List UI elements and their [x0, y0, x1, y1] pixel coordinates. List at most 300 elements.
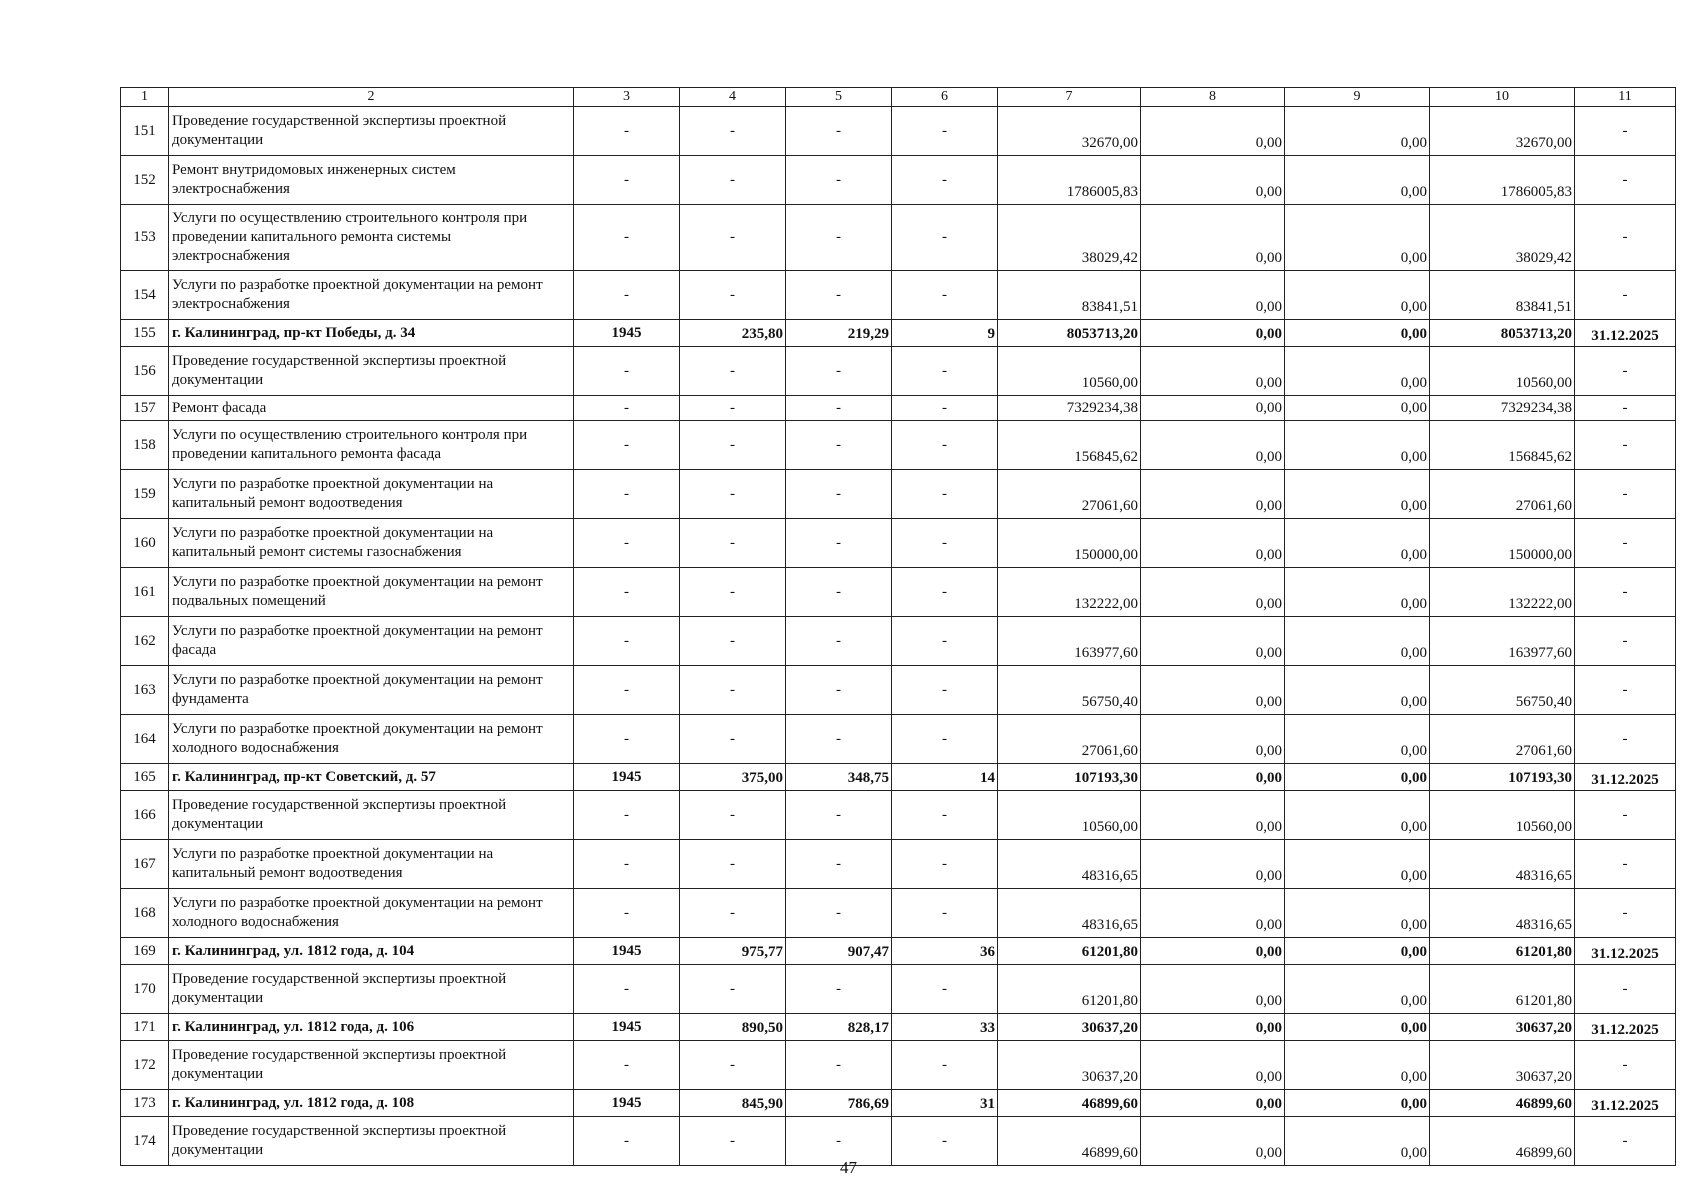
cost-col10-cell: 56750,40: [1430, 666, 1575, 715]
cost-total-cell: 107193,30: [998, 764, 1141, 791]
deadline-cell: -: [1575, 791, 1676, 840]
cost-col8-cell: 0,00: [1141, 965, 1285, 1014]
cost-col9-cell: 0,00: [1285, 320, 1430, 347]
cost-col10-cell: 32670,00: [1430, 107, 1575, 156]
year-cell: -: [574, 791, 680, 840]
cost-col10-cell: 30637,20: [1430, 1014, 1575, 1041]
area-living-cell: 219,29: [786, 320, 892, 347]
item-name: Услуги по разработке проектной документации на ремонт фасада: [169, 617, 574, 666]
area-total-cell: -: [680, 271, 786, 320]
cost-total-cell: 30637,20: [998, 1041, 1141, 1090]
year-cell: -: [574, 1117, 680, 1166]
deadline-cell: -: [1575, 519, 1676, 568]
row-number: 167: [121, 840, 169, 889]
residents-cell: -: [892, 347, 998, 396]
cost-col8-cell: 0,00: [1141, 396, 1285, 421]
work-row: [121, 107, 1676, 156]
area-living-cell: -: [786, 347, 892, 396]
row-number: 160: [121, 519, 169, 568]
header-cell: 9: [1285, 88, 1430, 107]
document-sheet: [120, 87, 1660, 1166]
cost-col8-cell: 0,00: [1141, 470, 1285, 519]
area-total-cell: 890,50: [680, 1014, 786, 1041]
item-name: Услуги по разработке проектной документации на ремонт холодного водоснабжения: [169, 889, 574, 938]
cost-col8-cell: 0,00: [1141, 1014, 1285, 1041]
cost-total-cell: 163977,60: [998, 617, 1141, 666]
cost-col8-cell: 0,00: [1141, 764, 1285, 791]
row-number: 153: [121, 205, 169, 271]
area-living-cell: -: [786, 156, 892, 205]
item-name: Услуги по разработке проектной документации на ремонт холодного водоснабжения: [169, 715, 574, 764]
year-cell: -: [574, 568, 680, 617]
year-cell: -: [574, 715, 680, 764]
residents-cell: -: [892, 889, 998, 938]
residents-cell: -: [892, 519, 998, 568]
cost-col9-cell: 0,00: [1285, 470, 1430, 519]
cost-col9-cell: 0,00: [1285, 1090, 1430, 1117]
deadline-cell: -: [1575, 1041, 1676, 1090]
row-number: 151: [121, 107, 169, 156]
row-number: 152: [121, 156, 169, 205]
cost-col9-cell: 0,00: [1285, 156, 1430, 205]
residents-cell: -: [892, 421, 998, 470]
area-living-cell: -: [786, 666, 892, 715]
item-name: Услуги по осуществлению строительного контроля при проведении капитального ремонта фасада: [169, 421, 574, 470]
area-living-cell: 828,17: [786, 1014, 892, 1041]
residents-cell: 14: [892, 764, 998, 791]
deadline-cell: -: [1575, 396, 1676, 421]
work-row: [121, 666, 1676, 715]
cost-col10-cell: 7329234,38: [1430, 396, 1575, 421]
header-cell: 10: [1430, 88, 1575, 107]
work-row: [121, 156, 1676, 205]
area-living-cell: -: [786, 840, 892, 889]
row-number: 154: [121, 271, 169, 320]
cost-col9-cell: 0,00: [1285, 938, 1430, 965]
area-total-cell: 235,80: [680, 320, 786, 347]
residents-cell: 31: [892, 1090, 998, 1117]
item-name: Проведение государственной экспертизы проектной документации: [169, 1117, 574, 1166]
cost-col8-cell: 0,00: [1141, 617, 1285, 666]
residents-cell: 9: [892, 320, 998, 347]
cost-total-cell: 48316,65: [998, 889, 1141, 938]
cost-col10-cell: 163977,60: [1430, 617, 1575, 666]
area-total-cell: 975,77: [680, 938, 786, 965]
year-cell: -: [574, 421, 680, 470]
cost-col9-cell: 0,00: [1285, 617, 1430, 666]
cost-col10-cell: 27061,60: [1430, 715, 1575, 764]
row-number: 164: [121, 715, 169, 764]
area-living-cell: -: [786, 1117, 892, 1166]
area-total-cell: -: [680, 889, 786, 938]
year-cell: -: [574, 271, 680, 320]
row-number: 155: [121, 320, 169, 347]
item-name: Услуги по осуществлению строительного контроля при проведении капитального ремонта системы электроснабжения: [169, 205, 574, 271]
area-total-cell: 845,90: [680, 1090, 786, 1117]
row-number: 170: [121, 965, 169, 1014]
cost-col8-cell: 0,00: [1141, 715, 1285, 764]
residents-cell: -: [892, 617, 998, 666]
item-name: Услуги по разработке проектной документации на ремонт фундамента: [169, 666, 574, 715]
deadline-cell: -: [1575, 617, 1676, 666]
year-cell: -: [574, 666, 680, 715]
cost-col9-cell: 0,00: [1285, 347, 1430, 396]
item-name: Услуги по разработке проектной документации на капитальный ремонт водоотведения: [169, 470, 574, 519]
year-cell: -: [574, 1041, 680, 1090]
deadline-cell: 31.12.2025: [1575, 764, 1676, 791]
cost-col10-cell: 10560,00: [1430, 791, 1575, 840]
area-living-cell: 907,47: [786, 938, 892, 965]
item-name: г. Калининград, ул. 1812 года, д. 104: [169, 938, 574, 965]
row-number: 171: [121, 1014, 169, 1041]
area-total-cell: -: [680, 568, 786, 617]
cost-total-cell: 1786005,83: [998, 156, 1141, 205]
year-cell: -: [574, 470, 680, 519]
cost-col8-cell: 0,00: [1141, 1090, 1285, 1117]
cost-col9-cell: 0,00: [1285, 666, 1430, 715]
cost-total-cell: 38029,42: [998, 205, 1141, 271]
cost-total-cell: 132222,00: [998, 568, 1141, 617]
address-row: [121, 1090, 1676, 1117]
area-total-cell: -: [680, 156, 786, 205]
item-name: Проведение государственной экспертизы проектной документации: [169, 965, 574, 1014]
cost-total-cell: 10560,00: [998, 347, 1141, 396]
area-total-cell: -: [680, 715, 786, 764]
work-row: [121, 1041, 1676, 1090]
area-living-cell: 348,75: [786, 764, 892, 791]
address-row: [121, 1014, 1676, 1041]
cost-total-cell: 10560,00: [998, 791, 1141, 840]
area-living-cell: -: [786, 396, 892, 421]
deadline-cell: -: [1575, 889, 1676, 938]
area-total-cell: 375,00: [680, 764, 786, 791]
cost-total-cell: 30637,20: [998, 1014, 1141, 1041]
area-total-cell: -: [680, 965, 786, 1014]
header-cell: 7: [998, 88, 1141, 107]
header-cell: 11: [1575, 88, 1676, 107]
row-number: 172: [121, 1041, 169, 1090]
work-row: [121, 568, 1676, 617]
cost-col8-cell: 0,00: [1141, 320, 1285, 347]
residents-cell: -: [892, 470, 998, 519]
cost-total-cell: 56750,40: [998, 666, 1141, 715]
item-name: Ремонт фасада: [169, 396, 574, 421]
work-row: [121, 519, 1676, 568]
year-cell: 1945: [574, 938, 680, 965]
year-cell: -: [574, 156, 680, 205]
work-row: [121, 889, 1676, 938]
item-name: Услуги по разработке проектной документации на капитальный ремонт системы газоснабжения: [169, 519, 574, 568]
area-total-cell: -: [680, 1117, 786, 1166]
year-cell: -: [574, 889, 680, 938]
cost-col10-cell: 107193,30: [1430, 764, 1575, 791]
residents-cell: -: [892, 1041, 998, 1090]
cost-col10-cell: 61201,80: [1430, 965, 1575, 1014]
deadline-cell: 31.12.2025: [1575, 1014, 1676, 1041]
cost-col9-cell: 0,00: [1285, 271, 1430, 320]
deadline-cell: 31.12.2025: [1575, 320, 1676, 347]
cost-col10-cell: 150000,00: [1430, 519, 1575, 568]
work-row: [121, 396, 1676, 421]
cost-col10-cell: 132222,00: [1430, 568, 1575, 617]
residents-cell: -: [892, 156, 998, 205]
deadline-cell: -: [1575, 715, 1676, 764]
area-living-cell: -: [786, 715, 892, 764]
area-total-cell: -: [680, 840, 786, 889]
area-living-cell: -: [786, 965, 892, 1014]
year-cell: 1945: [574, 764, 680, 791]
deadline-cell: -: [1575, 107, 1676, 156]
header-cell: 5: [786, 88, 892, 107]
residents-cell: -: [892, 1117, 998, 1166]
area-total-cell: -: [680, 347, 786, 396]
area-total-cell: -: [680, 617, 786, 666]
area-total-cell: -: [680, 107, 786, 156]
row-number: 165: [121, 764, 169, 791]
cost-total-cell: 46899,60: [998, 1117, 1141, 1166]
cost-col9-cell: 0,00: [1285, 107, 1430, 156]
cost-col10-cell: 10560,00: [1430, 347, 1575, 396]
area-living-cell: -: [786, 421, 892, 470]
cost-col9-cell: 0,00: [1285, 396, 1430, 421]
year-cell: -: [574, 519, 680, 568]
cost-col9-cell: 0,00: [1285, 1014, 1430, 1041]
residents-cell: -: [892, 568, 998, 617]
cost-col10-cell: 38029,42: [1430, 205, 1575, 271]
cost-total-cell: 27061,60: [998, 470, 1141, 519]
cost-col10-cell: 46899,60: [1430, 1090, 1575, 1117]
cost-col10-cell: 48316,65: [1430, 889, 1575, 938]
cost-col8-cell: 0,00: [1141, 421, 1285, 470]
cost-col9-cell: 0,00: [1285, 568, 1430, 617]
cost-col9-cell: 0,00: [1285, 519, 1430, 568]
work-row: [121, 617, 1676, 666]
cost-col9-cell: 0,00: [1285, 965, 1430, 1014]
item-name: Услуги по разработке проектной документации на капитальный ремонт водоотведения: [169, 840, 574, 889]
residents-cell: -: [892, 205, 998, 271]
area-living-cell: -: [786, 470, 892, 519]
area-total-cell: -: [680, 205, 786, 271]
year-cell: -: [574, 396, 680, 421]
area-total-cell: -: [680, 666, 786, 715]
cost-col10-cell: 30637,20: [1430, 1041, 1575, 1090]
cost-col10-cell: 27061,60: [1430, 470, 1575, 519]
item-name: Проведение государственной экспертизы проектной документации: [169, 347, 574, 396]
area-living-cell: -: [786, 791, 892, 840]
cost-col8-cell: 0,00: [1141, 156, 1285, 205]
cost-col10-cell: 1786005,83: [1430, 156, 1575, 205]
area-living-cell: -: [786, 519, 892, 568]
area-living-cell: -: [786, 271, 892, 320]
residents-cell: -: [892, 396, 998, 421]
deadline-cell: -: [1575, 1117, 1676, 1166]
cost-col9-cell: 0,00: [1285, 889, 1430, 938]
cost-total-cell: 48316,65: [998, 840, 1141, 889]
area-total-cell: -: [680, 791, 786, 840]
residents-cell: -: [892, 791, 998, 840]
cost-total-cell: 46899,60: [998, 1090, 1141, 1117]
deadline-cell: -: [1575, 666, 1676, 715]
year-cell: -: [574, 205, 680, 271]
work-row: [121, 347, 1676, 396]
work-row: [121, 205, 1676, 271]
deadline-cell: -: [1575, 271, 1676, 320]
cost-col10-cell: 46899,60: [1430, 1117, 1575, 1166]
address-row: [121, 320, 1676, 347]
cost-col8-cell: 0,00: [1141, 791, 1285, 840]
cost-col10-cell: 61201,80: [1430, 938, 1575, 965]
year-cell: 1945: [574, 1014, 680, 1041]
cost-col8-cell: 0,00: [1141, 666, 1285, 715]
cost-total-cell: 8053713,20: [998, 320, 1141, 347]
cost-total-cell: 61201,80: [998, 965, 1141, 1014]
cost-total-cell: 32670,00: [998, 107, 1141, 156]
cost-total-cell: 7329234,38: [998, 396, 1141, 421]
year-cell: -: [574, 617, 680, 666]
residents-cell: -: [892, 840, 998, 889]
row-number: 156: [121, 347, 169, 396]
deadline-cell: -: [1575, 421, 1676, 470]
area-total-cell: -: [680, 396, 786, 421]
area-living-cell: -: [786, 889, 892, 938]
deadline-cell: -: [1575, 347, 1676, 396]
deadline-cell: -: [1575, 205, 1676, 271]
residents-cell: 36: [892, 938, 998, 965]
cost-col8-cell: 0,00: [1141, 271, 1285, 320]
cost-total-cell: 150000,00: [998, 519, 1141, 568]
row-number: 163: [121, 666, 169, 715]
residents-cell: -: [892, 666, 998, 715]
cost-col9-cell: 0,00: [1285, 1041, 1430, 1090]
item-name: г. Калининград, ул. 1812 года, д. 108: [169, 1090, 574, 1117]
cost-col10-cell: 83841,51: [1430, 271, 1575, 320]
row-number: 161: [121, 568, 169, 617]
deadline-cell: 31.12.2025: [1575, 938, 1676, 965]
cost-col9-cell: 0,00: [1285, 1117, 1430, 1166]
header-cell: 6: [892, 88, 998, 107]
repair-table: [120, 87, 1676, 1166]
cost-col9-cell: 0,00: [1285, 791, 1430, 840]
work-row: [121, 715, 1676, 764]
year-cell: -: [574, 107, 680, 156]
cost-col8-cell: 0,00: [1141, 568, 1285, 617]
cost-total-cell: 27061,60: [998, 715, 1141, 764]
work-row: [121, 965, 1676, 1014]
area-living-cell: -: [786, 205, 892, 271]
header-cell: 2: [169, 88, 574, 107]
work-row: [121, 421, 1676, 470]
area-total-cell: -: [680, 470, 786, 519]
address-row: [121, 938, 1676, 965]
row-number: 169: [121, 938, 169, 965]
address-row: [121, 764, 1676, 791]
cost-col8-cell: 0,00: [1141, 205, 1285, 271]
row-number: 166: [121, 791, 169, 840]
year-cell: -: [574, 965, 680, 1014]
deadline-cell: -: [1575, 840, 1676, 889]
row-number: 157: [121, 396, 169, 421]
header-cell: 4: [680, 88, 786, 107]
cost-col8-cell: 0,00: [1141, 519, 1285, 568]
item-name: Проведение государственной экспертизы проектной документации: [169, 107, 574, 156]
item-name: Ремонт внутридомовых инженерных систем электроснабжения: [169, 156, 574, 205]
year-cell: 1945: [574, 320, 680, 347]
residents-cell: 33: [892, 1014, 998, 1041]
deadline-cell: -: [1575, 156, 1676, 205]
area-living-cell: -: [786, 568, 892, 617]
area-living-cell: 786,69: [786, 1090, 892, 1117]
deadline-cell: -: [1575, 965, 1676, 1014]
area-living-cell: -: [786, 617, 892, 666]
year-cell: -: [574, 347, 680, 396]
cost-col10-cell: 8053713,20: [1430, 320, 1575, 347]
area-living-cell: -: [786, 1041, 892, 1090]
cost-col9-cell: 0,00: [1285, 764, 1430, 791]
row-number: 159: [121, 470, 169, 519]
header-cell: 1: [121, 88, 169, 107]
cost-col9-cell: 0,00: [1285, 715, 1430, 764]
cost-col8-cell: 0,00: [1141, 1041, 1285, 1090]
work-row: [121, 470, 1676, 519]
header-cell: 8: [1141, 88, 1285, 107]
deadline-cell: -: [1575, 568, 1676, 617]
residents-cell: -: [892, 715, 998, 764]
area-total-cell: -: [680, 1041, 786, 1090]
header-cell: 3: [574, 88, 680, 107]
deadline-cell: 31.12.2025: [1575, 1090, 1676, 1117]
year-cell: -: [574, 840, 680, 889]
cost-col10-cell: 156845,62: [1430, 421, 1575, 470]
work-row: [121, 791, 1676, 840]
row-number: 162: [121, 617, 169, 666]
item-name: Проведение государственной экспертизы проектной документации: [169, 791, 574, 840]
item-name: г. Калининград, пр-кт Советский, д. 57: [169, 764, 574, 791]
cost-total-cell: 61201,80: [998, 938, 1141, 965]
cost-col8-cell: 0,00: [1141, 938, 1285, 965]
item-name: Услуги по разработке проектной документации на ремонт электроснабжения: [169, 271, 574, 320]
year-cell: 1945: [574, 1090, 680, 1117]
cost-col8-cell: 0,00: [1141, 1117, 1285, 1166]
deadline-cell: -: [1575, 470, 1676, 519]
work-row: [121, 271, 1676, 320]
page-number: 47: [840, 1158, 857, 1177]
cost-col8-cell: 0,00: [1141, 840, 1285, 889]
residents-cell: -: [892, 107, 998, 156]
cost-col10-cell: 48316,65: [1430, 840, 1575, 889]
area-living-cell: -: [786, 107, 892, 156]
row-number: 173: [121, 1090, 169, 1117]
residents-cell: -: [892, 965, 998, 1014]
cost-col9-cell: 0,00: [1285, 205, 1430, 271]
area-total-cell: -: [680, 519, 786, 568]
item-name: Проведение государственной экспертизы проектной документации: [169, 1041, 574, 1090]
area-total-cell: -: [680, 421, 786, 470]
cost-col8-cell: 0,00: [1141, 107, 1285, 156]
item-name: Услуги по разработке проектной документации на ремонт подвальных помещений: [169, 568, 574, 617]
table-body: [121, 88, 1676, 1166]
row-number: 168: [121, 889, 169, 938]
item-name: г. Калининград, ул. 1812 года, д. 106: [169, 1014, 574, 1041]
cost-col8-cell: 0,00: [1141, 889, 1285, 938]
column-number-header: [121, 88, 1676, 107]
residents-cell: -: [892, 271, 998, 320]
cost-col9-cell: 0,00: [1285, 421, 1430, 470]
row-number: 174: [121, 1117, 169, 1166]
cost-col9-cell: 0,00: [1285, 840, 1430, 889]
cost-total-cell: 83841,51: [998, 271, 1141, 320]
work-row: [121, 840, 1676, 889]
cost-col8-cell: 0,00: [1141, 347, 1285, 396]
